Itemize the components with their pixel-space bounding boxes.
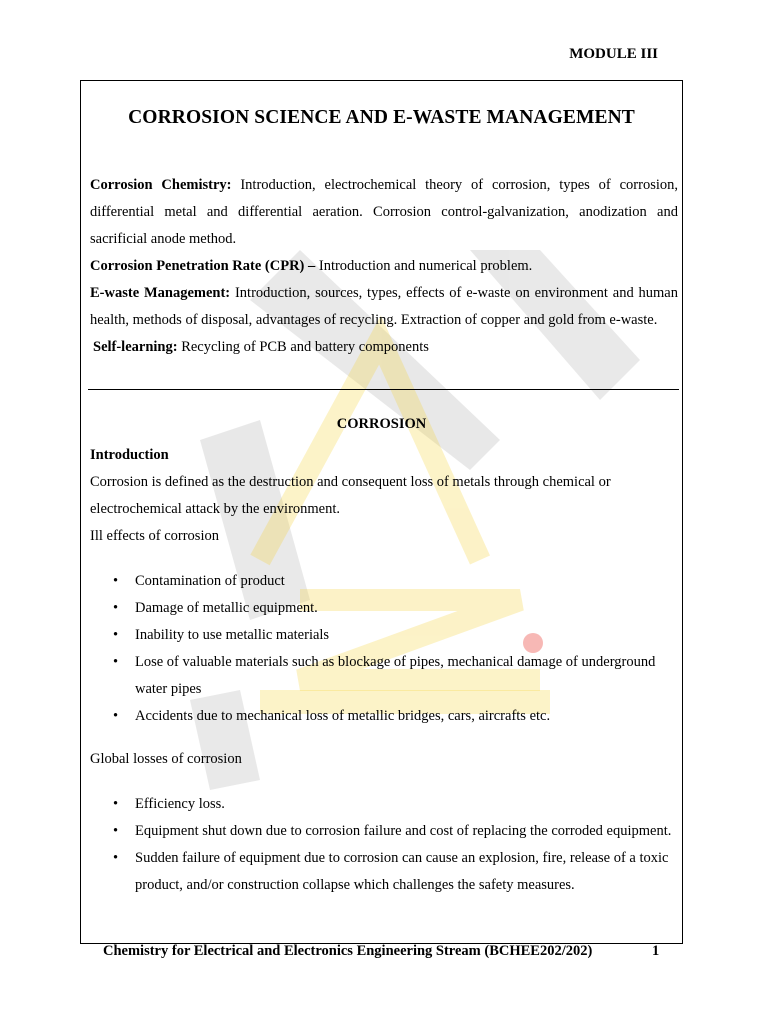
bullet-icon: • — [113, 573, 119, 589]
list-item-text: Efficiency loss. — [135, 796, 225, 812]
syllabus-self-learning — [90, 334, 678, 361]
list-item-text: Inability to use metallic materials — [135, 627, 330, 643]
footer-course: Chemistry for Electrical and Electronics Engineering Stream (BCHEE202/202) — [103, 943, 593, 959]
syllabus-text: Introduction, electrochemical theory of corrosion, types of corrosion, differential metal and differential aeration. Corrosion control-galvanization, anodization and sacrificial anode method. — [90, 177, 678, 247]
bullet-icon: • — [113, 850, 119, 866]
syllabus-cpr — [90, 253, 678, 280]
bullet-icon: • — [113, 654, 119, 670]
list-item — [90, 845, 678, 899]
list-item-text: Lose of valuable materials such as blockage of pipes, mechanical damage of underground water pipes — [135, 654, 656, 697]
list-item — [90, 818, 678, 845]
corrosion-definition: Corrosion is defined as the destruction and consequent loss of metals through chemical or electrochemical attack by the environment. — [90, 474, 611, 517]
list-item — [90, 703, 678, 730]
syllabus-text: Introduction and numerical problem. — [315, 258, 533, 274]
section-heading: CORROSION — [336, 416, 427, 432]
syllabus-label: E-waste Management: — [90, 285, 231, 301]
bullet-icon: • — [113, 708, 119, 724]
section-content — [90, 442, 678, 899]
syllabus — [90, 172, 678, 361]
ill-effects-heading: Ill effects of corrosion — [90, 528, 219, 544]
bullet-icon: • — [113, 600, 119, 616]
list-item — [90, 622, 678, 649]
syllabus-corrosion-chemistry — [90, 172, 678, 253]
page-number: 1 — [652, 943, 660, 959]
list-item-text: Sudden failure of equipment due to corrosion can cause an explosion, fire, release of a toxic product, and/or construction collapse which challenges the safety measures. — [135, 850, 669, 893]
list-item-text: Damage of metallic equipment. — [135, 600, 318, 616]
syllabus-label: Corrosion Penetration Rate (CPR) – — [90, 258, 316, 274]
syllabus-text: Introduction, sources, types, effects of e-waste on environment and human health, methods of disposal, advantages of recycling. Extraction of copper and gold from e-waste. — [90, 285, 678, 328]
global-losses-list — [90, 791, 678, 899]
list-item — [90, 568, 678, 595]
bullet-icon: • — [113, 823, 119, 839]
section-divider — [88, 389, 679, 390]
module-label: MODULE III — [569, 46, 658, 62]
bullet-icon: • — [113, 627, 119, 643]
syllabus-label: Corrosion Chemistry: — [90, 177, 232, 193]
global-losses-heading: Global losses of corrosion — [90, 751, 242, 767]
list-item — [90, 595, 678, 622]
list-item-text: Accidents due to mechanical loss of metallic bridges, cars, aircrafts etc. — [135, 708, 551, 724]
ill-effects-list — [90, 568, 678, 730]
list-item — [90, 791, 678, 818]
bullet-icon: • — [113, 796, 119, 812]
syllabus-text: Recycling of PCB and battery components — [177, 339, 429, 355]
syllabus-label: Self-learning: — [93, 339, 178, 355]
list-item — [90, 649, 678, 703]
page-title: CORROSION SCIENCE AND E-WASTE MANAGEMENT — [128, 107, 635, 128]
intro-heading: Introduction — [90, 447, 169, 463]
list-item-text: Equipment shut down due to corrosion failure and cost of replacing the corroded equipment. — [135, 823, 672, 839]
list-item-text: Contamination of product — [135, 573, 285, 589]
syllabus-ewaste — [90, 280, 678, 334]
